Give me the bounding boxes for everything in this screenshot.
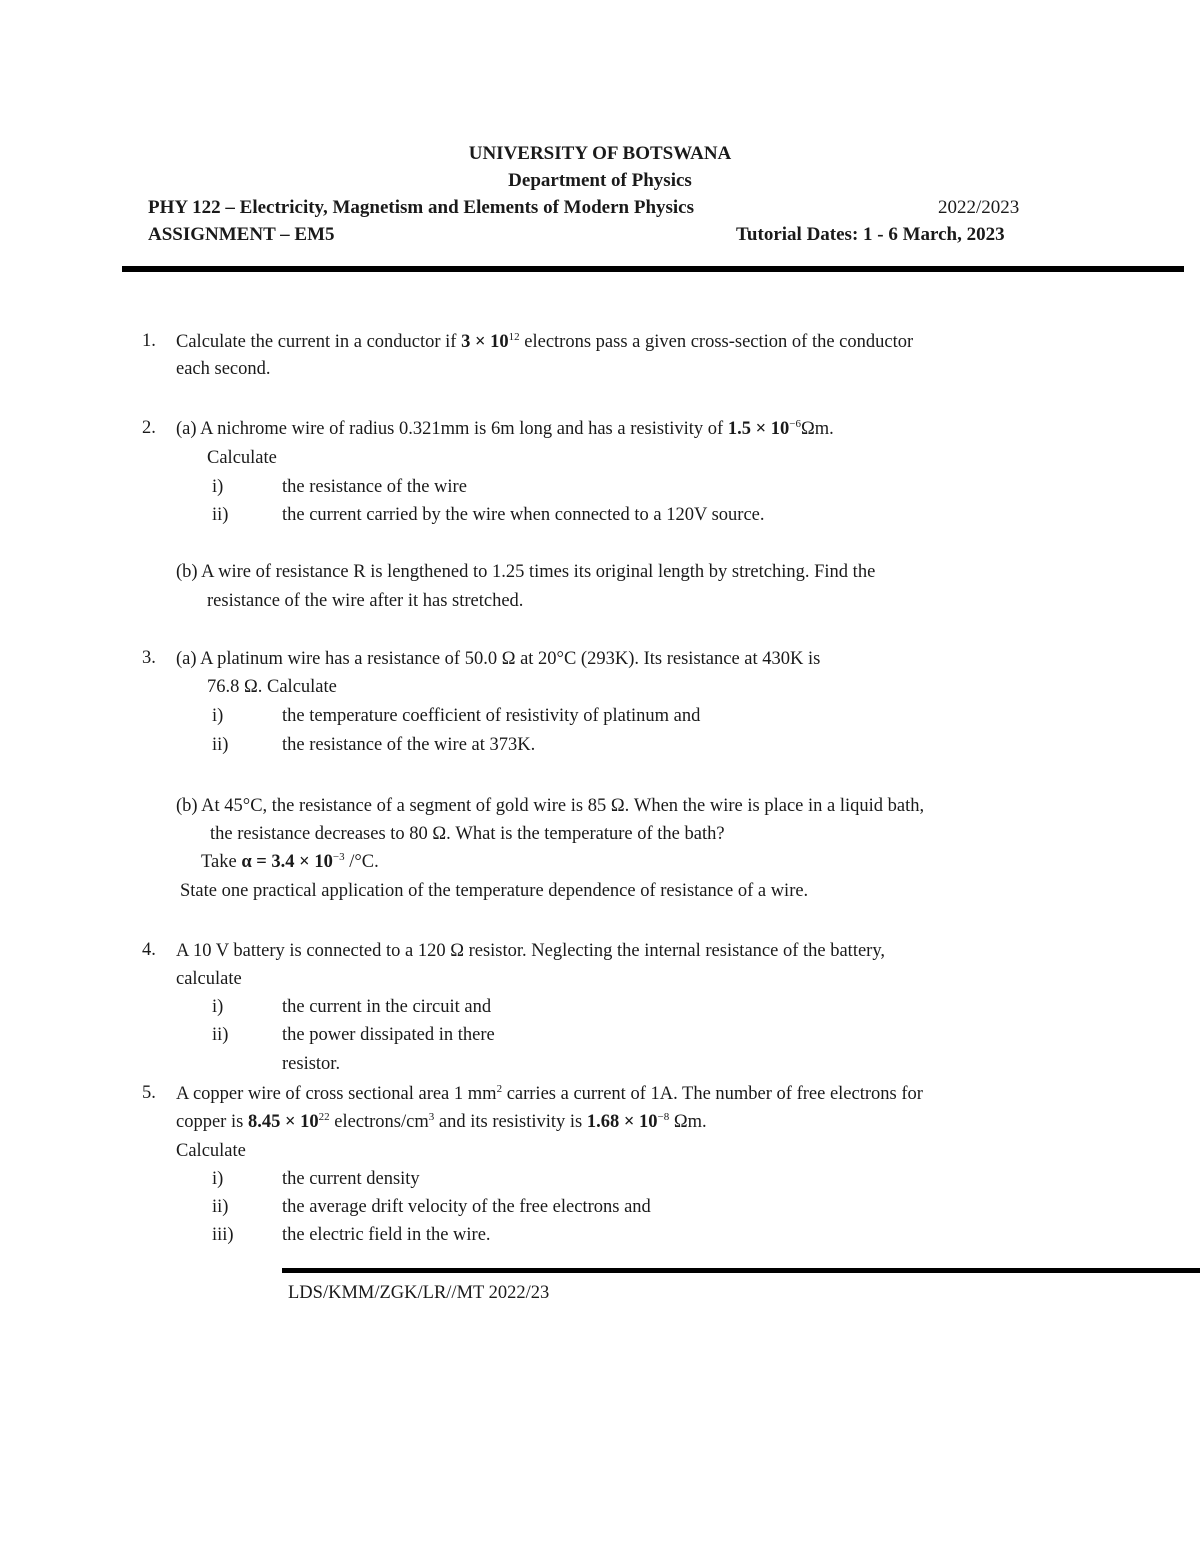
question-2a-line-2: Calculate bbox=[207, 448, 277, 468]
course-title: PHY 122 – Electricity, Magnetism and Elements of Modern Physics bbox=[148, 197, 695, 218]
q5-resistivity-exponent: −8 bbox=[657, 1111, 670, 1123]
question-2a-line-1 bbox=[176, 420, 834, 439]
q3b-take: Take bbox=[201, 852, 242, 872]
q2a-text: (a) A nichrome wire of radius 0.321mm is 6m long and has a resistivity of bbox=[176, 419, 728, 439]
q3-ii-text: the resistance of the wire at 373K. bbox=[282, 735, 536, 755]
q4-ii-label: ii) bbox=[212, 1025, 229, 1045]
question-4-line-1: A 10 V battery is connected to a 120 Ω resistor. Neglecting the internal resistance of the battery, bbox=[176, 941, 886, 961]
q5-density-exponent: 22 bbox=[318, 1111, 330, 1123]
q1-text-a: Calculate the current in a conductor if bbox=[176, 332, 462, 352]
q5-density-unit: electrons/cm bbox=[329, 1112, 429, 1132]
tutorial-dates: Tutorial Dates: 1 - 6 March, 2023 bbox=[736, 224, 1005, 245]
q2a-math: 1.5 × 10 bbox=[727, 419, 790, 439]
q1-exponent: 12 bbox=[508, 331, 520, 343]
q5-ii-label: ii) bbox=[212, 1197, 229, 1217]
question-5-number: 5. bbox=[142, 1083, 156, 1103]
q5-resistivity-text: and its resistivity is bbox=[434, 1112, 587, 1132]
q3-i-label: i) bbox=[212, 706, 224, 726]
question-2b-line-2: resistance of the wire after it has stretched. bbox=[207, 591, 524, 611]
question-3a-line-2: 76.8 Ω. Calculate bbox=[207, 677, 337, 697]
university-name: UNIVERSITY OF BOTSWANA bbox=[468, 143, 732, 164]
q5-i-text: the current density bbox=[282, 1169, 420, 1189]
q5-copper-is: copper is bbox=[176, 1112, 248, 1132]
question-2b-line-1: (b) A wire of resistance R is lengthened to 1.25 times its original length by stretching. Find the bbox=[176, 562, 876, 582]
q4-ii-text: the power dissipated in there bbox=[282, 1025, 495, 1045]
question-5-line-2 bbox=[176, 1113, 707, 1132]
question-3b-line-3 bbox=[201, 853, 379, 872]
q1-math: 3 × 10 bbox=[461, 332, 509, 352]
q3b-unit: /°C. bbox=[344, 852, 379, 872]
question-1-line-2: each second. bbox=[176, 359, 271, 379]
q5-text-b: carries a current of 1A. The number of free electrons for bbox=[502, 1084, 923, 1104]
q5-resistivity-unit: Ωm. bbox=[669, 1112, 707, 1132]
q5-area-exponent: 2 bbox=[496, 1083, 503, 1095]
footer-code: LDS/KMM/ZGK/LR//MT 2022/23 bbox=[288, 1283, 550, 1303]
footer-divider bbox=[282, 1268, 1200, 1273]
q4-ii-text-2: resistor. bbox=[282, 1054, 341, 1074]
q1-text-c: electrons pass a given cross-section of the conductor bbox=[519, 332, 914, 352]
question-4-line-2: calculate bbox=[176, 969, 242, 989]
q3b-exponent: −3 bbox=[332, 851, 345, 863]
question-5-line-1 bbox=[176, 1085, 923, 1104]
question-3b-line-2: the resistance decreases to 80 Ω. What is the temperature of the bath? bbox=[210, 824, 725, 844]
question-5-line-3: Calculate bbox=[176, 1141, 246, 1161]
question-1-number: 1. bbox=[142, 331, 156, 351]
question-3a-line-1: (a) A platinum wire has a resistance of 50.0 Ω at 20°C (293K). Its resistance at 430K is bbox=[176, 649, 821, 669]
q5-i-label: i) bbox=[212, 1169, 224, 1189]
question-3-number: 3. bbox=[142, 648, 156, 668]
q2-i-label: i) bbox=[212, 477, 224, 497]
q2-ii-label: ii) bbox=[212, 505, 229, 525]
q5-ii-text: the average drift velocity of the free electrons and bbox=[282, 1197, 651, 1217]
question-3b-line-1: (b) At 45°C, the resistance of a segment of gold wire is 85 Ω. When the wire is place in a liquid bath, bbox=[176, 796, 925, 816]
header-divider bbox=[122, 266, 1184, 272]
q2a-unit: Ωm. bbox=[800, 419, 834, 439]
q3-i-text: the temperature coefficient of resistivity of platinum and bbox=[282, 706, 701, 726]
q2a-exponent: −6 bbox=[789, 418, 801, 430]
question-2-number: 2. bbox=[142, 418, 156, 438]
academic-year: 2022/2023 bbox=[938, 197, 1020, 218]
q5-text-a: A copper wire of cross sectional area 1 mm bbox=[176, 1084, 497, 1104]
question-1-line-1 bbox=[176, 333, 913, 352]
question-3b-line-4: State one practical application of the temperature dependence of resistance of a wire. bbox=[180, 881, 809, 901]
q5-density-math: 8.45 × 10 bbox=[247, 1112, 319, 1132]
q5-resistivity-math: 1.68 × 10 bbox=[586, 1112, 658, 1132]
q3-ii-label: ii) bbox=[212, 735, 229, 755]
assignment-title: ASSIGNMENT – EM5 bbox=[148, 224, 335, 245]
q5-iii-label: iii) bbox=[212, 1225, 234, 1245]
q4-i-text: the current in the circuit and bbox=[282, 997, 492, 1017]
q5-iii-text: the electric field in the wire. bbox=[282, 1225, 491, 1245]
q2-ii-text: the current carried by the wire when connected to a 120V source. bbox=[282, 505, 765, 525]
q5-cm-exponent: 3 bbox=[428, 1111, 435, 1123]
question-4-number: 4. bbox=[142, 940, 156, 960]
q3b-alpha: α = 3.4 × 10 bbox=[241, 852, 333, 872]
q4-i-label: i) bbox=[212, 997, 224, 1017]
q2-i-text: the resistance of the wire bbox=[282, 477, 467, 497]
department-name: Department of Physics bbox=[508, 170, 692, 191]
